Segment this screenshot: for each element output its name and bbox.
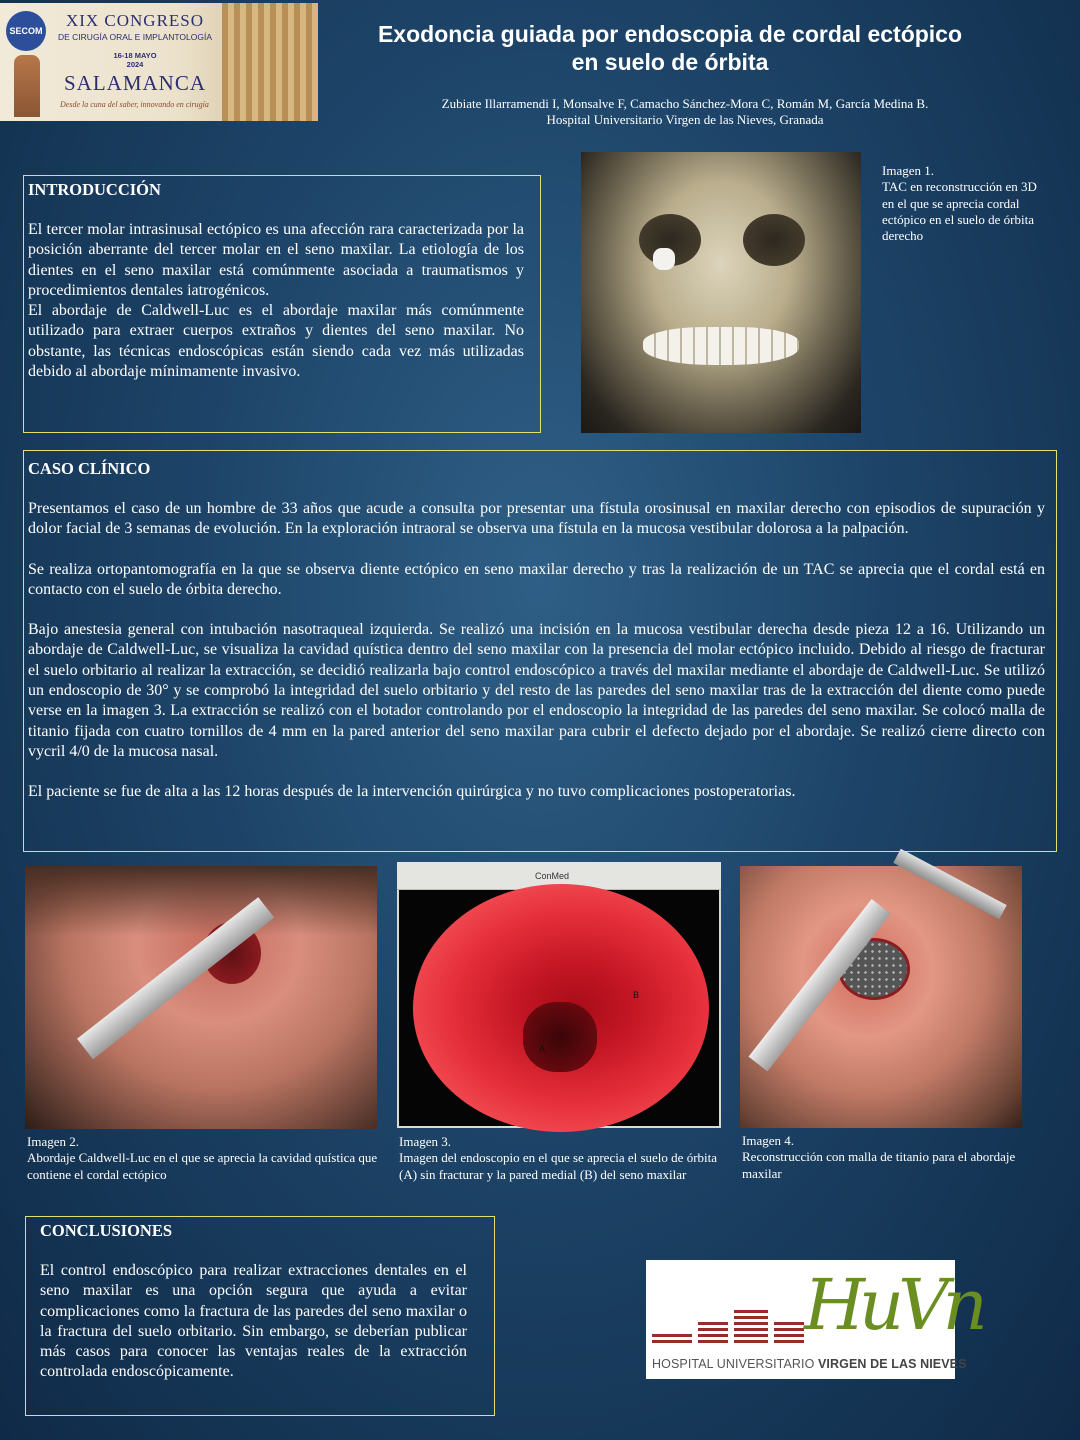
- sinus-cavity-shape: [523, 1002, 597, 1072]
- endoscope-monitor-photo: [397, 862, 721, 1128]
- hospital-name-bold: VIRGEN DE LAS NIEVES: [817, 1357, 967, 1371]
- congress-motto: Desde la cuna del saber, innovando en cirugía: [60, 100, 209, 109]
- image1-caption-title: Imagen 1.: [882, 163, 934, 178]
- instrument-shape: [893, 849, 1006, 919]
- congress-year: 2024: [126, 60, 144, 69]
- hospital-logo-mark: HuVn: [804, 1264, 982, 1346]
- case-section: [23, 450, 1057, 852]
- congress-dates: 16-18 MAYO: [113, 51, 157, 60]
- case-paragraph-3: Bajo anestesia general con intubación nasotraqueal izquierda. Se realizó una incisión en la mucosa vestibular derecha desde pieza 12 a 16. Utilizando un abordaje de Caldwell-Luc, se visualiza la cavidad quística dentro del seno maxilar con la presencia del molar ectópico incluido. Debido al riesgo de fracturar el suelo orbitario al realizar la extracción, se decidió realizarla bajo control endoscópico a través del maxilar mediante el abordaje de Caldwell-Luc. Se utilizó un endoscopio de 30° y se comprobó la integridad del suelo orbitario y del resto de las paredes del seno maxilar tras de la extracción del diente como puede verse en la imagen 3. La extracción se realizó con el botador controlando por el endoscopio la integridad de las paredes del seno maxilar. Se colocó malla de titanio fijada con cuatro tornillos de 4 mm en la pared anterior del seno maxilar para cubrir el defecto dejado por el abordaje. Se realizó cierre directo con vycril 4/0 de la mucosa nasal.: [28, 621, 1045, 760]
- congress-seal: SECOM: [6, 11, 46, 51]
- skin-shape: [25, 866, 377, 936]
- image1-caption: [882, 163, 1052, 244]
- caldwell-luc-photo: [25, 866, 377, 1129]
- teeth-shape: [643, 327, 799, 365]
- authors: Zubiate Illarramendi I, Monsalve F, Camacho Sánchez-Mora C, Román M, García Medina B.: [441, 96, 929, 111]
- left-orbit-shape: [743, 214, 805, 266]
- facade-illustration: [222, 3, 318, 121]
- case-heading: CASO CLÍNICO: [28, 459, 151, 478]
- image2-caption: [27, 1134, 387, 1183]
- case-paragraph-4: El paciente se fue de alta a las 12 horas después de la intervención quirúrgica y no tuvo complicaciones postoperatorias.: [28, 783, 796, 801]
- image1-caption-text: TAC en reconstrucción en 3D en el que se aprecia cordal ectópico en el suelo de órbita derecho: [882, 179, 1037, 244]
- introduction-section: [23, 175, 541, 433]
- monitor-screen: [399, 890, 719, 1126]
- ectopic-tooth-shape: [653, 248, 675, 270]
- image2-caption-title: Imagen 2.: [27, 1134, 79, 1149]
- title-line-2: en suelo de órbita: [571, 49, 769, 75]
- hospital-logo-name: [652, 1357, 967, 1371]
- congress-logo: [0, 3, 318, 121]
- title-line-1: Exodoncia guiada por endoscopia de cordal ectópico: [377, 21, 963, 47]
- endoscopic-view: [413, 884, 709, 1132]
- poster-title: [320, 20, 1020, 76]
- conclusions-paragraph: El control endoscópico para realizar extracciones dentales en el seno maxilar es una opción segura que ayuda a evitar complicaciones como la fractura de las paredes del seno maxilar o la fractura del suelo orbitario. Sin embargo, se deberían publicar más casos para conocer las ventajas reales de la extracción controlada endoscópicamente.: [40, 1262, 467, 1381]
- monitor-brand: ConMed: [535, 871, 570, 881]
- hospital-logo: [646, 1260, 982, 1379]
- label-a: A: [539, 1044, 546, 1054]
- introduction-heading: INTRODUCCIÓN: [28, 180, 161, 199]
- institution: Hospital Universitario Virgen de las Nieves, Granada: [546, 112, 824, 127]
- authors-block: [360, 96, 1010, 128]
- titanium-mesh-photo: [740, 866, 1022, 1128]
- case-paragraph-1: Presentamos el caso de un hombre de 33 años que acude a consulta por presentar una fístula orosinusal en maxilar derecho con episodios de supuración y dolor facial de 3 semanas de evolución. En la exploración intraoral se observa una fístula en la mucosa vestibular dolorosa a la palpación.: [28, 500, 1045, 538]
- hospital-name-prefix: HOSPITAL UNIVERSITARIO: [652, 1357, 818, 1371]
- introduction-paragraph-1: El tercer molar intrasinusal ectópico es una afección rara caracterizada por la posición aberrante del tercer molar en el seno maxilar. La etiología de los dientes en el seno maxilar está comúnmente asociada a traumatismos y procedimientos dentales iatrogénicos.: [28, 221, 524, 299]
- introduction-paragraph-2: El abordaje de Caldwell-Luc es el abordaje maxilar más comúnmente utilizado para extraer cuerpos extraños y dientes del seno maxilar. No obstante, las técnicas endoscópicas están siendo cada vez más utilizadas debido al abordaje mínimamente invasivo.: [28, 302, 524, 381]
- conclusions-section: [25, 1216, 495, 1416]
- image3-caption: [399, 1134, 729, 1183]
- image2-caption-text: Abordaje Caldwell-Luc en el que se aprecia la cavidad quística que contiene el cordal ectópico: [27, 1150, 378, 1182]
- congress-city: SALAMANCA: [63, 71, 206, 95]
- ct-3d-skull-image: [581, 152, 861, 433]
- image3-caption-text: Imagen del endoscopio en el que se aprecia el suelo de órbita (A) sin fracturar y la pared medial (B) del seno maxilar: [399, 1150, 718, 1182]
- image4-caption-text: Reconstrucción con malla de titanio para el abordaje maxilar: [742, 1149, 1016, 1181]
- congress-line1: XIX CONGRESO: [65, 11, 205, 30]
- image4-caption-title: Imagen 4.: [742, 1133, 794, 1148]
- label-b: B: [633, 990, 640, 1000]
- congress-line2: DE CIRUGÍA ORAL E IMPLANTOLOGÍA: [58, 32, 212, 42]
- image3-caption-title: Imagen 3.: [399, 1134, 451, 1149]
- case-paragraph-2: Se realiza ortopantomografía en la que se observa diente ectópico en seno maxilar derecho y tras la realización de un TAC se aprecia que el cordal está en contacto con el suelo de órbita derecho.: [28, 560, 1045, 598]
- conclusions-heading: CONCLUSIONES: [40, 1221, 173, 1240]
- image4-caption: [742, 1133, 1052, 1182]
- cathedral-tower-illustration: [14, 55, 40, 117]
